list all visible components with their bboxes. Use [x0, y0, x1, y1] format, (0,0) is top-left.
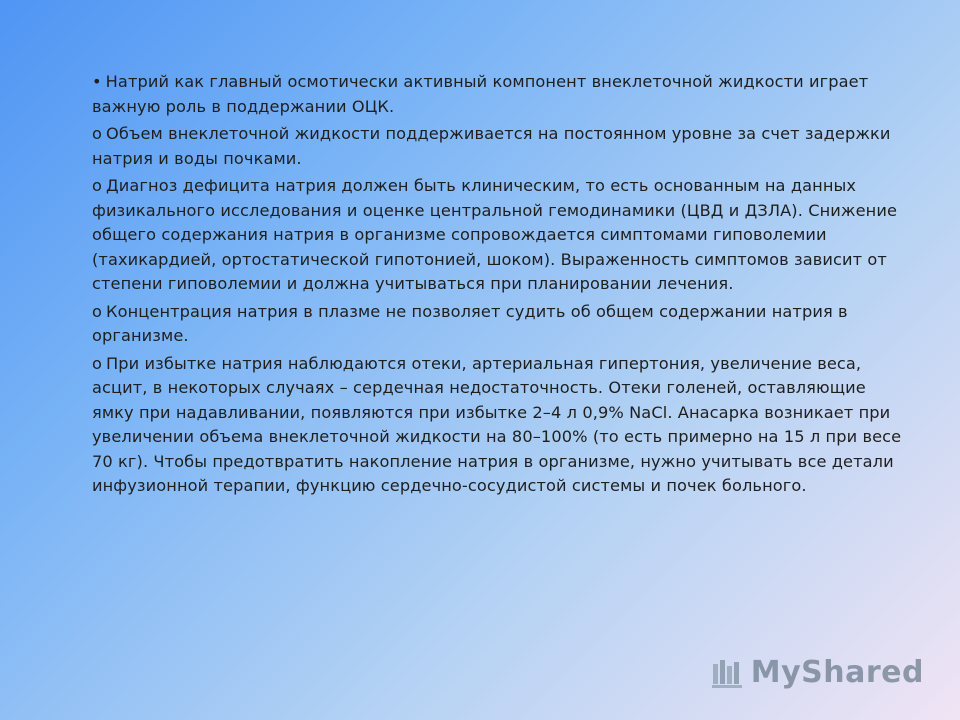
paragraph-text: Объем внеклеточной жидкости поддерживается на постоянном уровне за счет задержки натрия и воды почками. — [92, 124, 891, 168]
paragraph-text: При избытке натрия наблюдаются отеки, артериальная гипертония, увеличение веса, асцит, в некоторых случаях – сердечная недостаточность. Отеки голеней, оставляющие ямку при надавливании, появляются при избытке 2–4 л 0,9% NaCl. Анасарка возникает при увеличении объема внеклеточной жидкости на 80–100% (то есть примерно на 15 л при весе 70 кг). Чтобы предотвратить накопление натрия в организме, нужно учитывать все детали инфузионной терапии, функцию сердечно-сосудистой системы и почек больного. — [92, 353, 902, 495]
bullet-marker: o — [92, 176, 103, 195]
slide-body — [92, 70, 907, 502]
bullet-marker: • — [92, 72, 102, 91]
paragraph-2 — [92, 174, 907, 297]
paragraph-text: Диагноз дефицита натрия должен быть клиническим, то есть основанным на данных физикального исследования и оценке центральной гемодинамики (ЦВД и ДЗЛА). Снижение общего содержания натрия в организме сопровождается симптомами гиповолемии (тахикардией, ортостатической гипотонией, шоком). Выраженность симптомов зависит от степени гиповолемии и должна учитываться при планировании лечения. — [92, 176, 898, 293]
paragraph-3 — [92, 300, 907, 349]
paragraph-text: Концентрация натрия в плазме не позволяет судить об общем содержании натрия в организме. — [92, 301, 848, 345]
watermark-text: MyShared — [750, 655, 924, 690]
paragraph-4 — [92, 352, 907, 499]
bullet-marker: o — [92, 301, 103, 321]
bullet-marker: o — [92, 124, 103, 143]
paragraph-1 — [92, 122, 907, 171]
bullet-marker: o — [92, 353, 103, 373]
myshared-watermark — [711, 655, 924, 690]
paragraph-text: Натрий как главный осмотически активный компонент внеклеточной жидкости играет важную роль в поддержании ОЦК. — [92, 72, 869, 116]
paragraph-0 — [92, 70, 907, 119]
myshared-logo-icon — [711, 656, 745, 690]
